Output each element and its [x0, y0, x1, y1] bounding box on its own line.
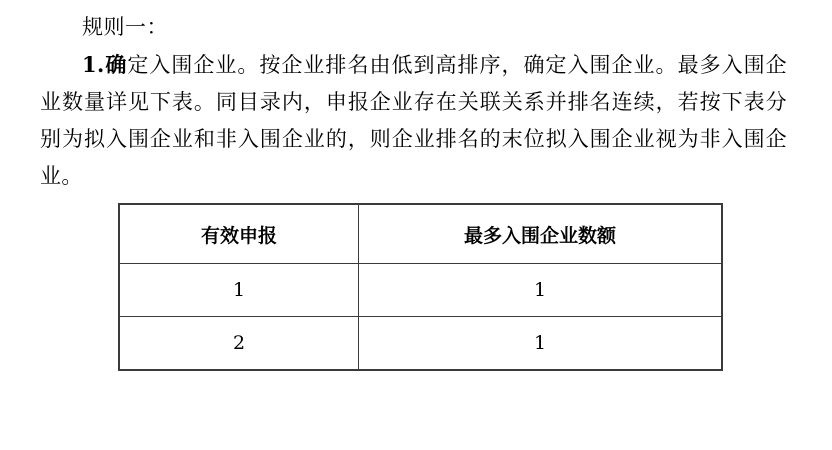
table-row	[119, 317, 722, 371]
paragraph-text: 定入围企业。按企业排名由低到高排序，确定入围企业。最多入围企业数量详见下表。同目录内，申报企业存在关联关系并排名连续，若按下表分别为拟入围企业和非入围企业的，则企业排名的末位拟入围企业视为非入围企业。	[40, 53, 787, 188]
table-header	[119, 204, 722, 264]
body-paragraph	[40, 46, 787, 195]
table-body	[119, 264, 722, 371]
table-cell-max-shortlisted: 1	[359, 317, 723, 371]
table-cell-max-shortlisted: 1	[359, 264, 723, 317]
table-cell-valid-bids: 2	[119, 317, 359, 371]
table-container	[40, 203, 787, 371]
section-heading: 规则一：	[82, 15, 168, 39]
table-header-cell-valid-bids: 有效申报	[119, 204, 359, 264]
table-cell-valid-bids: 1	[119, 264, 359, 317]
paragraph-number: 1.	[82, 52, 105, 77]
table-header-row	[119, 204, 722, 264]
paragraph-lead-bold: 确	[104, 52, 128, 77]
shortlist-quota-table	[118, 203, 723, 371]
table-header-cell-max-shortlisted: 最多入围企业数额	[359, 204, 723, 264]
table-row	[119, 264, 722, 317]
